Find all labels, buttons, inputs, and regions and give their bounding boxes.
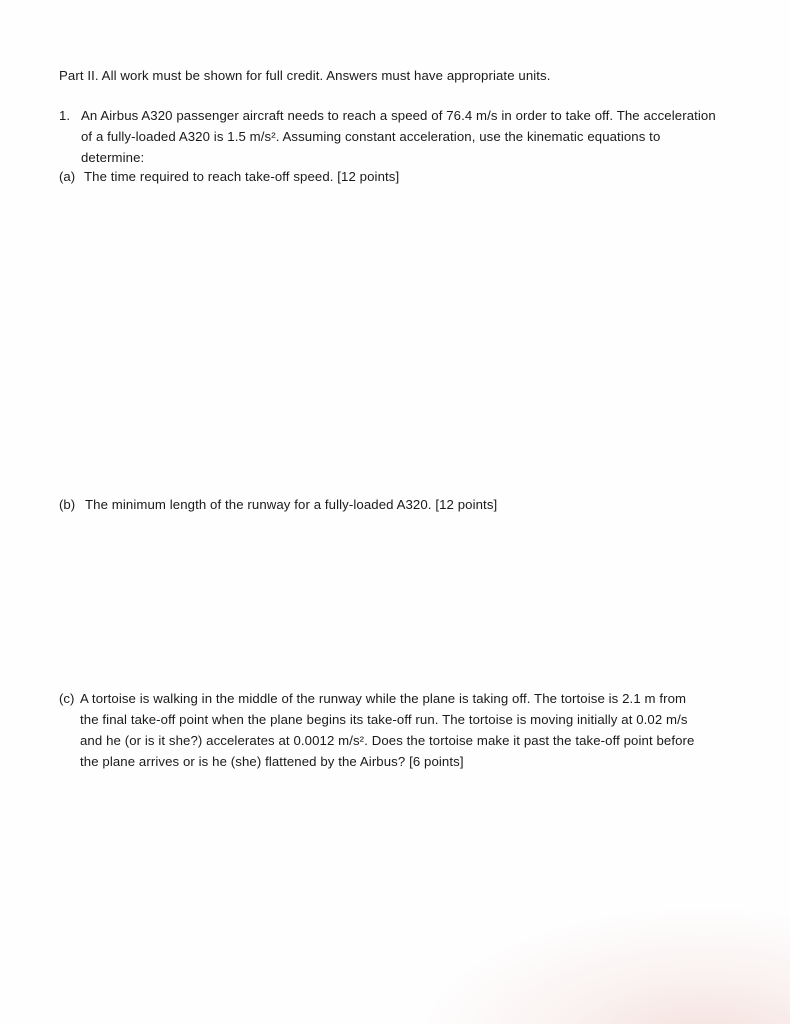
instructions-header: Part II. All work must be shown for full credit. Answers must have appropriate units. (59, 68, 551, 83)
part-c-line-1: A tortoise is walking in the middle of the runway while the plane is taking off. The tortoise is 2.1 m from (80, 691, 687, 706)
question-1-number: 1. (59, 108, 70, 123)
scan-discoloration (410, 904, 790, 1024)
part-c-label: (c) (59, 691, 75, 706)
question-1-line-1: An Airbus A320 passenger aircraft needs to reach a speed of 76.4 m/s in order to take off. The acceleration (81, 108, 716, 123)
part-c-line-3: and he (or is it she?) accelerates at 0.0012 m/s². Does the tortoise make it past the take-off point before (80, 733, 695, 748)
question-1-line-2: of a fully-loaded A320 is 1.5 m/s². Assuming constant acceleration, use the kinematic equations to (81, 129, 661, 144)
part-c-line-4: the plane arrives or is he (she) flattened by the Airbus? [6 points] (80, 754, 464, 769)
part-b-text: The minimum length of the runway for a fully-loaded A320. [12 points] (85, 497, 498, 512)
part-c-line-2: the final take-off point when the plane begins its take-off run. The tortoise is moving initially at 0.02 m/s (80, 712, 688, 727)
part-b-label: (b) (59, 497, 76, 512)
part-a-text: The time required to reach take-off speed. [12 points] (84, 169, 400, 184)
part-a-label: (a) (59, 169, 76, 184)
question-1-line-3: determine: (81, 150, 145, 165)
